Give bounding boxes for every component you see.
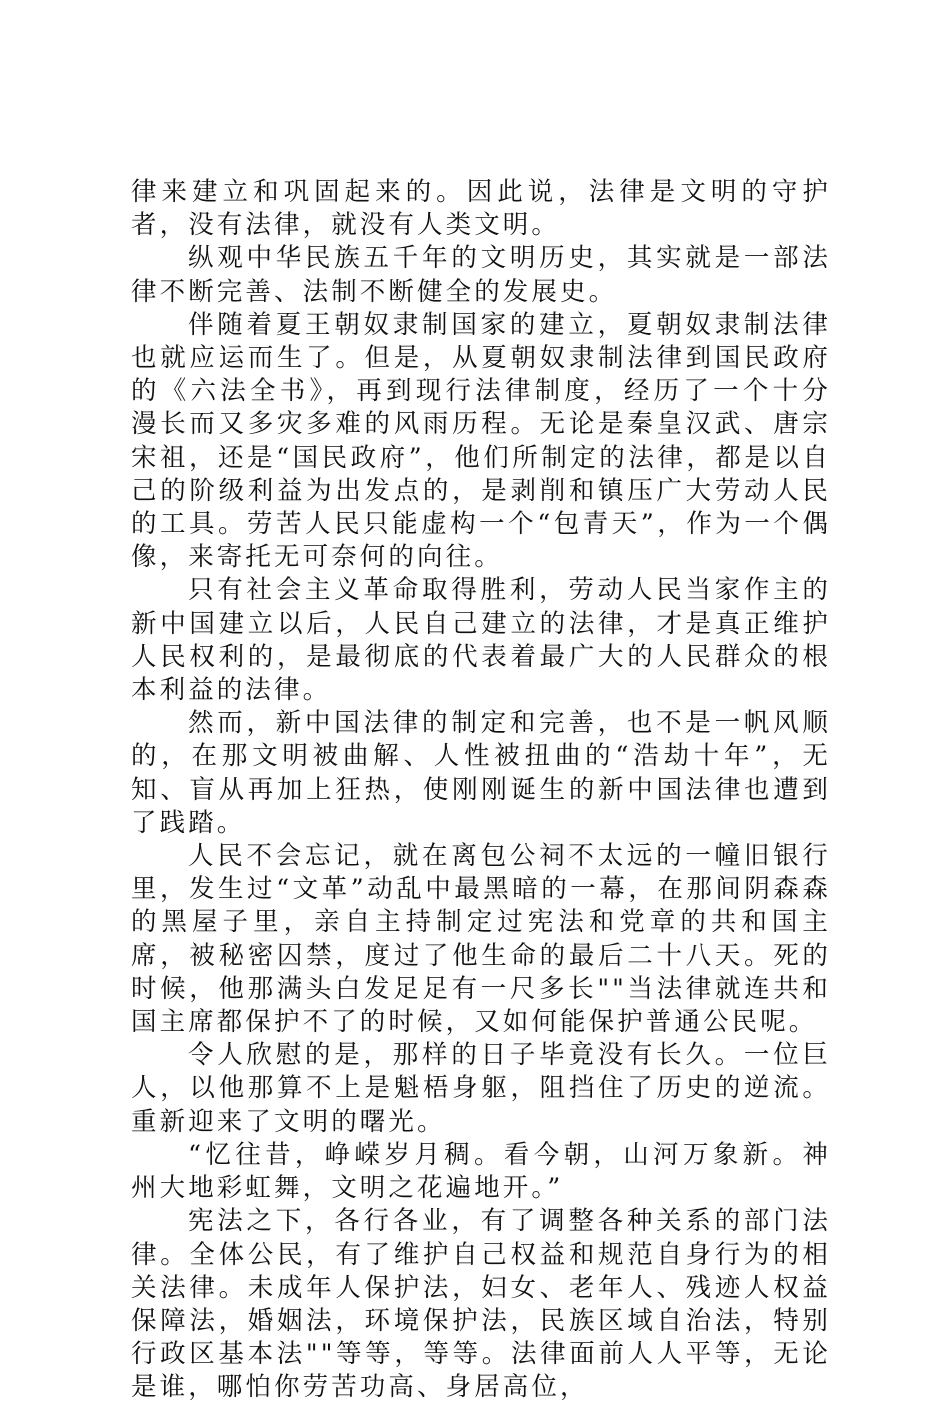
paragraph: 人民不会忘记，就在离包公祠不太远的一幢旧银行里，发生过“文革”动乱中最黑暗的一幕，在那间阴森森的黑屋子里，亲自主持制定过宪法和党章的共和国主席，被秘密囚禁，度过了他生命的最后二十八天。死的时候，他那满头白发足足有一尺多长""当法律就连共和国主席都保护不了的时候，又如何能保护普通公民呢。 [131, 841, 831, 1038]
paragraph: 纵观中华民族五千年的文明历史，其实就是一部法律不断完善、法制不断健全的发展史。 [131, 243, 831, 307]
document-body [131, 176, 831, 1405]
paragraph: 律来建立和巩固起来的。因此说，法律是文明的守护者，没有法律，就没有人类文明。 [131, 177, 831, 241]
paragraph: 只有社会主义革命取得胜利，劳动人民当家作主的新中国建立以后，人民自己建立的法律，才是真正维护人民权利的，是最彻底的代表着最广大的人民群众的根本利益的法律。 [131, 575, 831, 706]
paragraph: 令人欣慰的是，那样的日子毕竟没有长久。一位巨人，以他那算不上是魁梧身躯，阻挡住了历史的逆流。重新迎来了文明的曙光。 [131, 1040, 831, 1137]
paragraph: 然而，新中国法律的制定和完善，也不是一帆风顺的，在那文明被曲解、人性被扭曲的“浩劫十年”，无知、盲从再加上狂热，使刚刚诞生的新中国法律也遭到了践踏。 [131, 708, 831, 838]
paragraph: 伴随着夏王朝奴隶制国家的建立，夏朝奴隶制法律也就应运而生了。但是，从夏朝奴隶制法律到国民政府的《六法全书》，再到现行法律制度，经历了一个十分漫长而又多灾多难的风雨历程。无论是秦皇汉武、唐宗宋祖，还是“国民政府”，他们所制定的法律，都是以自己的阶级利益为出发点的，是剥削和镇压广大劳动人民的工具。劳苦人民只能虚构一个“包青天”，作为一个偶像，来寄托无可奈何的向往。 [131, 309, 831, 573]
paragraph: “忆往昔，峥嵘岁月稠。看今朝，山河万象新。神州大地彩虹舞，文明之花遍地开。” [131, 1139, 831, 1204]
paragraph: 宪法之下，各行各业，有了调整各种关系的部门法律。全体公民，有了维护自己权益和规范自身行为的相关法律。未成年人保护法，妇女、老年人、残迹人权益保障法，婚姻法，环境保护法，民族区域自治法，特别行政区基本法""等等，等等。法律面前人人平等，无论是谁，哪怕你劳苦功高、身居高位， [131, 1206, 831, 1403]
